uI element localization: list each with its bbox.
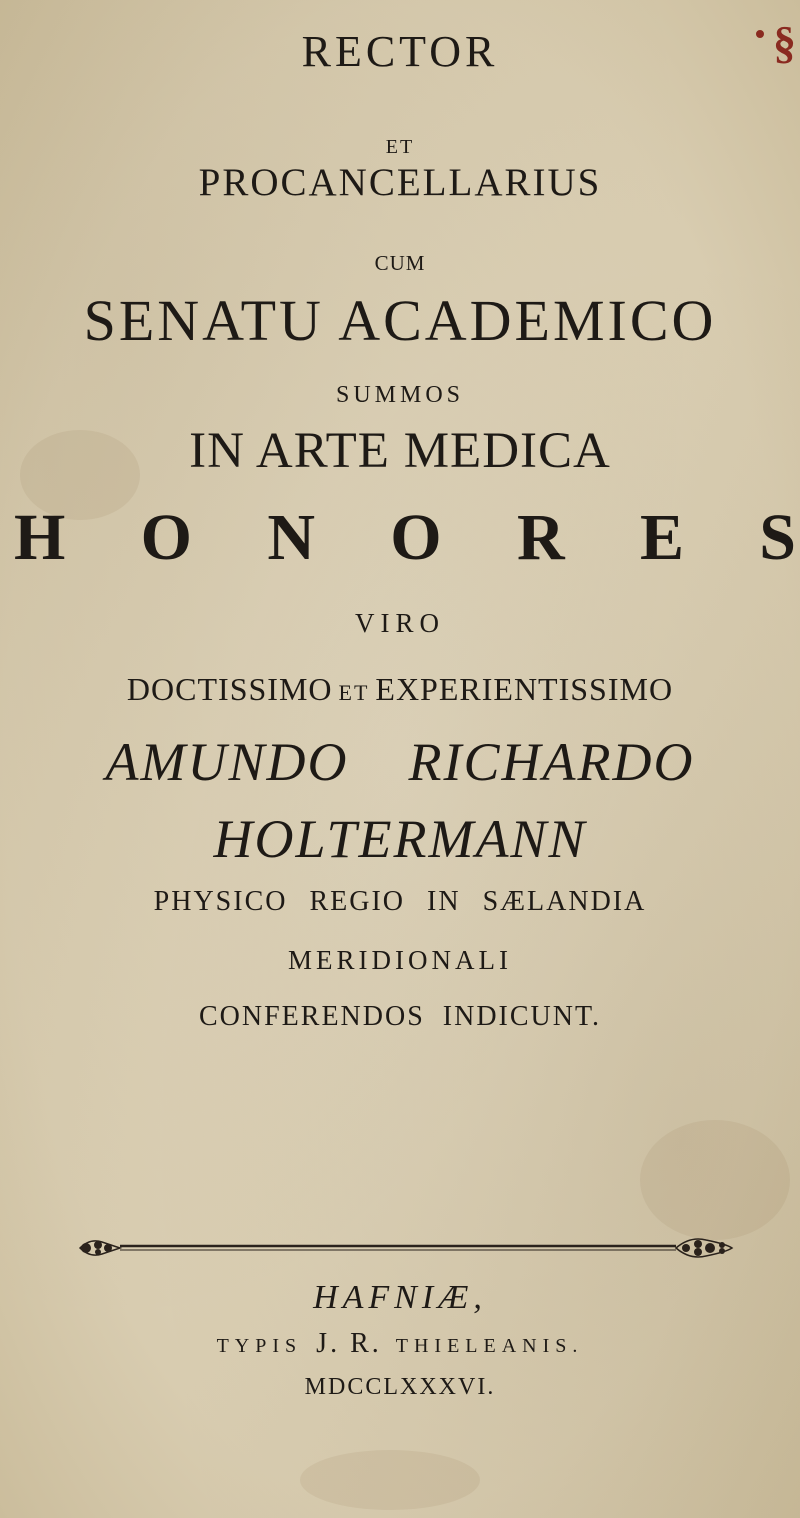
imprint-printer-line [0,1330,800,1358]
honoree-last-name: HOLTERMANN [213,809,587,869]
word-experientissimo: EXPERIENTISSIMO [375,671,674,707]
word-viro: VIRO [355,608,445,638]
paper-stain [300,1450,480,1510]
heading-senatu-academico: SENATU ACADEMICO [83,288,717,353]
word-indicunt: INDICUNT. [442,1001,602,1032]
line-physico-regio [0,888,800,916]
paper-stain [640,1120,790,1240]
left-fleuron-ornament [80,1241,120,1255]
word-typis: TYPIS [216,1335,303,1357]
heading-rector: RECTOR [301,27,499,76]
preposition-cum: CUM [374,251,426,275]
word-meridionali: MERIDIONALI [288,945,512,975]
word-regio: REGIO [309,886,406,917]
honoree-middle-name: RICHARDO [408,732,695,792]
honores-letter: O [140,501,192,574]
honores-letter: N [267,501,315,574]
right-fleuron-ornament [676,1239,732,1257]
word-in: IN [427,886,461,917]
heading-procancellarius: PROCANCELLARIUS [198,161,602,204]
honoree-first-name: AMUNDO [105,732,349,792]
word-et-small: ET [338,680,370,705]
word-physico: PHYSICO [153,886,288,917]
word-summos: SUMMOS [335,382,465,408]
word-saelandia: SÆLANDIA [482,886,647,917]
honores-letter: R [516,501,565,574]
imprint-year: MDCCLXXXVI. [304,1374,496,1400]
red-margin-mark: § [773,17,796,68]
conjunction-et: ET [385,136,415,158]
imprint-place: HAFNIÆ, [313,1279,487,1316]
heading-honores [0,501,800,574]
line-conferendos [0,1003,800,1031]
line-doctissimo [0,673,800,705]
honores-letter: S [759,501,796,574]
ornamental-rule [76,1236,736,1260]
word-conferendos: CONFERENDOS [198,1001,425,1032]
honores-letter: H [14,501,66,574]
printer-name: THIELEANIS. [395,1335,584,1357]
line-honoree-names [0,732,800,792]
honores-letter: E [639,501,684,574]
rule-lines [120,1246,676,1250]
honores-letter: O [390,501,442,574]
word-doctissimo: DOCTISSIMO [126,671,333,707]
heading-in-arte-medica: IN ARTE MEDICA [189,423,611,479]
printer-initials: J. R. [316,1328,382,1359]
